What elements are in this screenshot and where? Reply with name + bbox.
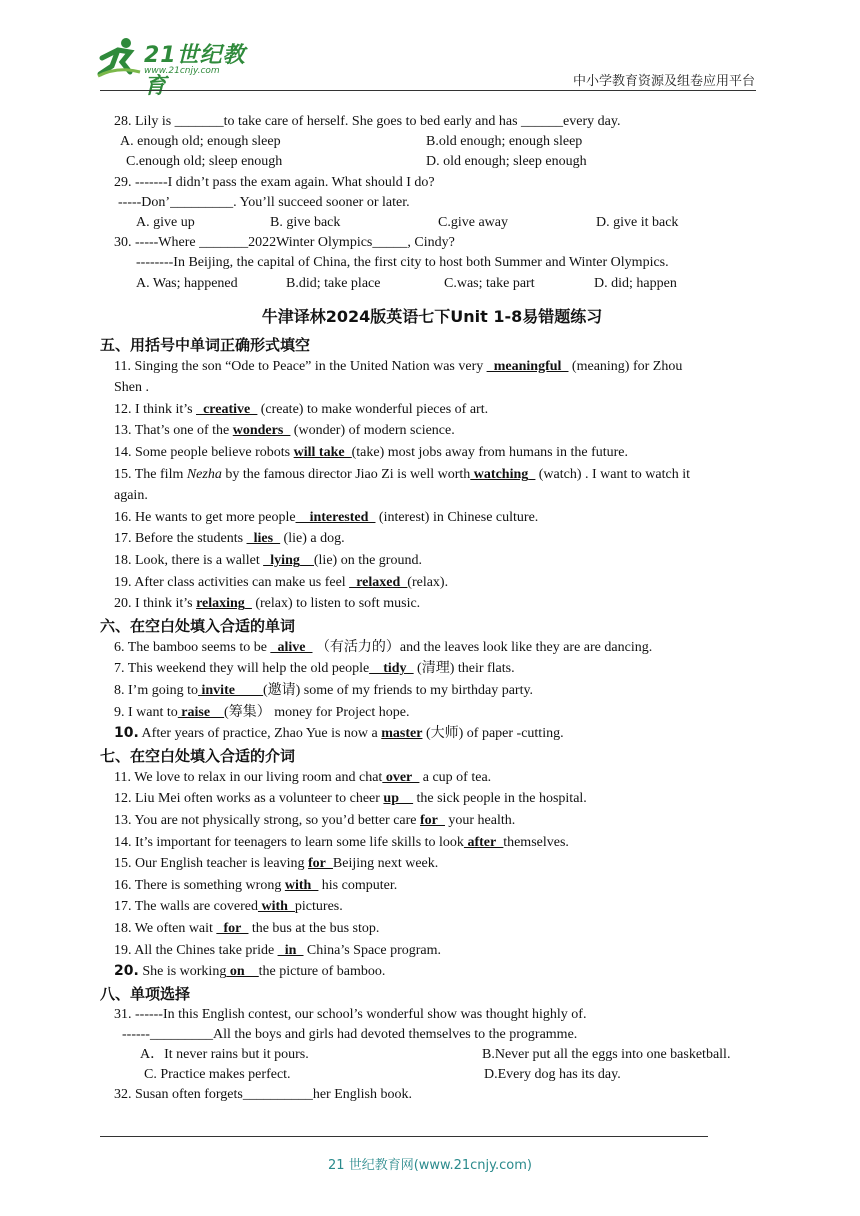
answer-option: C.give away	[438, 214, 508, 230]
fill-blank-line: 13. That’s one of the wonders_ (wonder) of modern science.	[114, 423, 455, 439]
filled-answer: watching_	[470, 466, 536, 482]
page-footer[interactable]: 21 世纪教育网(www.21cnjy.com)	[328, 1158, 532, 1173]
filled-answer: with_	[284, 877, 319, 893]
filled-answer: over_	[382, 769, 420, 785]
fill-blank-line: 15. Our English teacher is leaving for_Beijing next week.	[114, 856, 439, 872]
filled-answer: __interested_	[295, 509, 376, 525]
filled-answer: _meaningful_	[486, 358, 569, 374]
answer-option: D. did; happen	[594, 275, 677, 291]
question-line	[100, 132, 764, 152]
answer-option: C.was; take part	[444, 275, 535, 291]
filled-answer: _lying__	[263, 553, 314, 569]
fill-blank-line: 16. He wants to get more people__interested_ (interest) in Chinese culture.	[114, 509, 539, 525]
answer-option: C.enough old; sleep enough	[126, 154, 283, 170]
answer-option: A. enough old; enough sleep	[120, 134, 281, 150]
filled-answer: _in_	[277, 942, 304, 958]
section-8-items	[100, 1005, 764, 1106]
question-line: ------_________All the boys and girls had devoted themselves to the programme.	[122, 1026, 578, 1042]
fill-blank-line: 16. There is something wrong with_ his computer.	[114, 877, 398, 893]
filled-answer: master	[381, 726, 423, 742]
filled-answer: _alive_	[270, 639, 313, 655]
question-number: 10.	[114, 725, 139, 742]
fill-blank-line: 18. We often wait _for_ the bus at the bus stop.	[114, 920, 380, 936]
answer-option: C. Practice makes perfect.	[144, 1067, 291, 1083]
footer-divider	[100, 1136, 708, 1137]
filled-answer: _for_	[216, 920, 249, 936]
runner-logo-icon	[96, 36, 142, 78]
filled-answer: with_	[257, 899, 295, 915]
question-line: 31. ------In this English contest, our school’s wonderful show was thought highly of.	[114, 1006, 587, 1022]
fill-blank-line: 11. We love to relax in our living room and chat over_ a cup of tea.	[114, 769, 492, 785]
fill-blank-line: 20. She is working on__the picture of bamboo.	[114, 963, 386, 980]
logo-text: 21世纪教育	[144, 43, 246, 99]
worksheet-title: 牛津译林2024版英语七下Unit 1-8易错题练习	[261, 306, 603, 326]
filled-answer: __tidy_	[369, 661, 414, 677]
fill-blank-line: 19. All the Chines take pride _in_ China’s Space program.	[114, 942, 442, 958]
question-line	[100, 152, 764, 172]
filled-answer: _relaxed_	[349, 574, 408, 590]
section-5-items	[100, 356, 764, 615]
question-line: 32. Susan often forgets__________her English book.	[114, 1087, 412, 1103]
answer-option: D. old enough; sleep enough	[426, 154, 587, 170]
fill-blank-line: 19. After class activities can make us feel _relaxed_(relax).	[114, 574, 449, 590]
fill-blank-line: 15. The film Nezha by the famous director Jiao Zi is well worth watching_ (watch) . I want to watch it	[114, 466, 690, 482]
answer-option: A. Was; happened	[136, 275, 238, 291]
fill-blank-line: 14. It’s important for teenagers to learn some life skills to look after_themselves.	[114, 834, 569, 850]
filled-answer: up__	[383, 791, 413, 807]
question-line: -----Don’_________. You’ll succeed sooner or later.	[118, 194, 410, 210]
filled-answer: invite____	[198, 683, 263, 698]
fill-blank-line: 11. Singing the son “Ode to Peace” in the United Nation was very _meaningful_ (meaning) for Zhou	[114, 358, 683, 374]
filled-answer: will take_	[293, 445, 352, 461]
fill-blank-line: 9. I want to raise__(筹集） money for Project hope.	[114, 704, 410, 720]
question-line: 29. -------I didn’t pass the exam again. What should I do?	[114, 174, 435, 190]
header-divider	[100, 90, 756, 91]
filled-answer: on__	[226, 964, 259, 980]
section-8-heading: 八、单项选择	[100, 984, 191, 1003]
worksheet-content	[100, 112, 764, 1106]
filled-answer: raise__	[177, 704, 225, 720]
site-logo[interactable]	[96, 36, 266, 99]
section-6-heading: 六、在空白处填入合适的单词	[100, 616, 296, 635]
section-6-items	[100, 637, 764, 745]
fill-blank-line: Shen .	[114, 380, 149, 396]
fill-blank-line: 8. I’m going to invite____(邀请) some of my friends to my birthday party.	[114, 683, 534, 698]
question-line	[100, 1065, 764, 1085]
italic-title: Nezha	[186, 466, 222, 482]
page-header	[0, 0, 860, 99]
filled-answer: wonders_	[232, 423, 291, 439]
question-line: 30. -----Where _______2022Winter Olympics_____, Cindy?	[114, 235, 455, 251]
fill-blank-line: 17. Before the students _lies_ (lie) a dog.	[114, 531, 345, 547]
fill-blank-line: 20. I think it’s relaxing_ (relax) to listen to soft music.	[114, 596, 421, 612]
platform-name: 中小学教育资源及组卷应用平台	[572, 74, 755, 89]
section-7-heading: 七、在空白处填入合适的介词	[100, 746, 296, 765]
section-5-heading: 五、用括号中单词正确形式填空	[100, 335, 311, 354]
question-line: --------In Beijing, the capital of China, the first city to host both Summer and Winter Olympics.	[136, 255, 669, 271]
filled-answer: _lies_	[246, 531, 281, 547]
logo-url: www.21cnjy.com	[144, 66, 220, 76]
fill-blank-line: 12. I think it’s _creative_ (create) to make wonderful pieces of art.	[114, 401, 489, 417]
filled-answer: for_	[308, 856, 333, 872]
fill-blank-line: again.	[114, 488, 148, 504]
filled-answer: after_	[463, 834, 504, 850]
fill-blank-line: 17. The walls are covered with_pictures.	[114, 899, 343, 915]
fill-blank-line: 14. Some people believe robots will take_(take) most jobs away from humans in the future.	[114, 445, 629, 461]
question-line	[100, 1045, 764, 1065]
fill-blank-line: 10. After years of practice, Zhao Yue is now a master (大师) of paper -cutting.	[114, 725, 564, 742]
filled-answer: for_	[420, 812, 445, 828]
question-line	[100, 274, 764, 294]
fill-blank-line: 18. Look, there is a wallet _lying__(lie) on the ground.	[114, 553, 422, 569]
choice-questions-28-30	[100, 112, 764, 294]
question-line: 28. Lily is _______to take care of herself. She goes to bed early and has ______every day.	[114, 114, 621, 129]
answer-option: B. give back	[270, 214, 341, 230]
answer-option: B.did; take place	[286, 275, 381, 291]
section-7-items	[100, 767, 764, 983]
fill-blank-line: 6. The bamboo seems to be _alive_ （有活力的）and the leaves look like they are are dancing.	[114, 639, 653, 655]
filled-answer: _creative_	[196, 401, 258, 417]
answer-option: B.Never put all the eggs into one basketball.	[482, 1047, 731, 1063]
answer-option: A．It never rains but it pours.	[140, 1047, 309, 1063]
fill-blank-line: 13. You are not physically strong, so you’d better care for_ your health.	[114, 812, 516, 828]
answer-option: D. give it back	[596, 214, 679, 230]
question-number: 20.	[114, 963, 139, 980]
answer-option: D.Every dog has its day.	[484, 1067, 621, 1083]
filled-answer: relaxing_	[196, 596, 252, 612]
question-line	[100, 213, 764, 233]
answer-option: B.old enough; enough sleep	[426, 134, 583, 150]
answer-option: A. give up	[136, 214, 195, 230]
fill-blank-line: 12. Liu Mei often works as a volunteer to cheer up__ the sick people in the hospital.	[114, 791, 587, 807]
fill-blank-line: 7. This weekend they will help the old people__tidy_ (清理) their flats.	[114, 661, 515, 677]
